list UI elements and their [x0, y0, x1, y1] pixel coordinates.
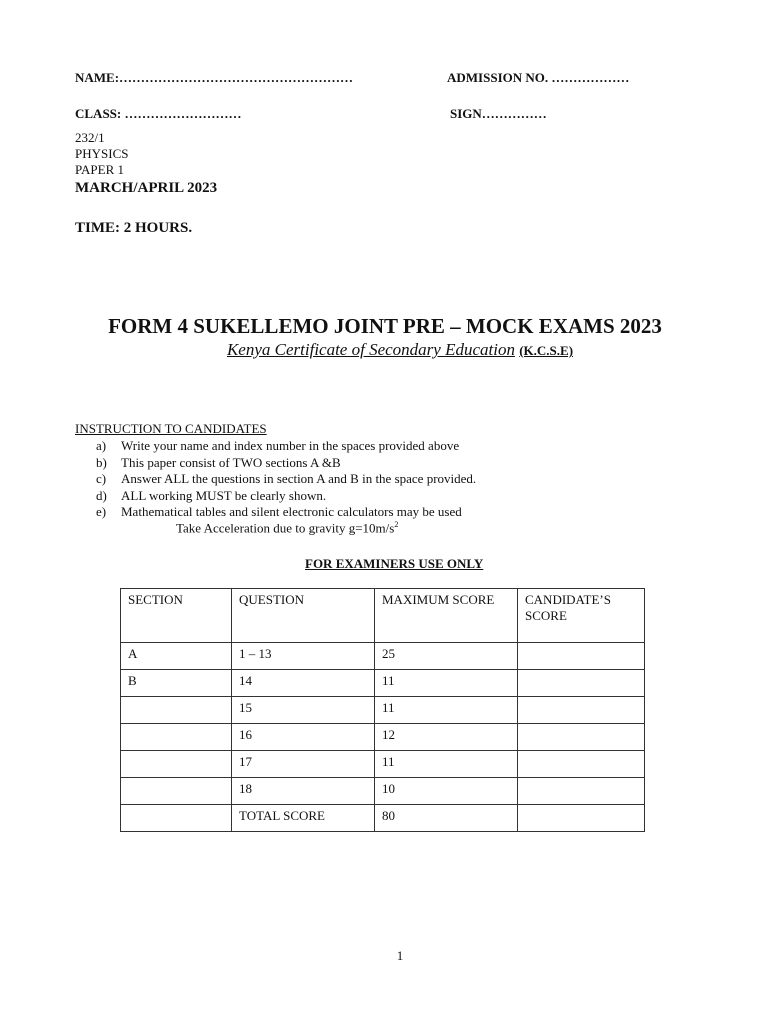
column-header-question: QUESTION: [232, 589, 375, 643]
table-row-total: [121, 805, 645, 832]
table-row: [121, 724, 645, 751]
question-cell: 16: [232, 724, 375, 751]
instruction-item: a) Write your name and index number in the spaces provided above: [96, 438, 460, 453]
paper-subject: PHYSICS: [75, 146, 129, 161]
question-cell: 17: [232, 751, 375, 778]
paper-number: PAPER 1: [75, 162, 125, 177]
section-cell: B: [121, 670, 232, 697]
sign-field[interactable]: SIGN……………: [450, 106, 547, 121]
section-cell: [121, 751, 232, 778]
max-score-cell: 11: [375, 751, 518, 778]
candidate-score-cell[interactable]: [518, 643, 645, 670]
total-max-score-cell: 80: [375, 805, 518, 832]
total-label-cell: TOTAL SCORE: [232, 805, 375, 832]
column-header-maximum-score: MAXIMUM SCORE: [375, 589, 518, 643]
section-cell: [121, 778, 232, 805]
instructions-heading: INSTRUCTION TO CANDIDATES: [75, 421, 267, 436]
table-row: [121, 778, 645, 805]
table-row: [121, 697, 645, 724]
max-score-cell: 10: [375, 778, 518, 805]
admission-number-field[interactable]: ADMISSION NO. ………………: [447, 70, 630, 85]
table-row: [121, 751, 645, 778]
column-header-candidate-score: CANDIDATE’S SCORE: [518, 589, 645, 643]
exam-abbreviation: (K.C.S.E): [519, 343, 574, 358]
gravity-note: Take Acceleration due to gravity $g=10m/s^2$: [176, 520, 399, 536]
candidate-score-cell[interactable]: [518, 751, 645, 778]
instruction-item: d) ALL working MUST be clearly shown.: [96, 487, 327, 503]
max-score-cell: 11: [375, 697, 518, 724]
name-field[interactable]: NAME:………………………………………………: [75, 70, 354, 85]
examiners-heading: FOR EXAMINERS USE ONLY: [305, 556, 484, 571]
exam-title: FORM 4 SUKELLEMO JOINT PRE – MOCK EXAMS 2023: [108, 314, 662, 338]
exam-subtitle: [0, 340, 770, 360]
max-score-cell: 25: [375, 643, 518, 670]
instruction-item: c) Answer ALL the questions in section A and B in the space provided.: [96, 471, 477, 486]
max-score-cell: 12: [375, 724, 518, 751]
table-row: [121, 670, 645, 697]
total-candidate-score-cell[interactable]: [518, 805, 645, 832]
question-cell: 14: [232, 670, 375, 697]
score-table: [120, 588, 645, 832]
candidate-score-cell[interactable]: [518, 670, 645, 697]
table-row: [121, 643, 645, 670]
candidate-score-cell[interactable]: [518, 724, 645, 751]
exam-subtitle-text: Kenya Certificate of Secondary Education: [226, 340, 515, 359]
paper-code: 232/1: [75, 130, 105, 145]
exam-date: MARCH/APRIL 2023: [75, 180, 218, 196]
instruction-item: b) This paper consist of TWO sections A &B: [96, 454, 341, 470]
question-cell: 15: [232, 697, 375, 724]
section-cell: [121, 805, 232, 832]
question-cell: 1 – 13: [232, 643, 375, 670]
instructions-list: [96, 438, 476, 521]
section-cell: [121, 724, 232, 751]
table-header-row: [121, 589, 645, 643]
max-score-cell: 11: [375, 670, 518, 697]
candidate-score-cell[interactable]: [518, 778, 645, 805]
question-cell: 18: [232, 778, 375, 805]
page-number: 1: [396, 948, 404, 963]
class-field[interactable]: CLASS: ………………………: [75, 106, 242, 121]
column-header-section: SECTION: [121, 589, 232, 643]
section-cell: A: [121, 643, 232, 670]
section-cell: [121, 697, 232, 724]
exam-time: TIME: 2 HOURS.: [75, 220, 193, 236]
instruction-item: e) Mathematical tables and silent electronic calculators may be used: [96, 504, 462, 519]
candidate-score-cell[interactable]: [518, 697, 645, 724]
